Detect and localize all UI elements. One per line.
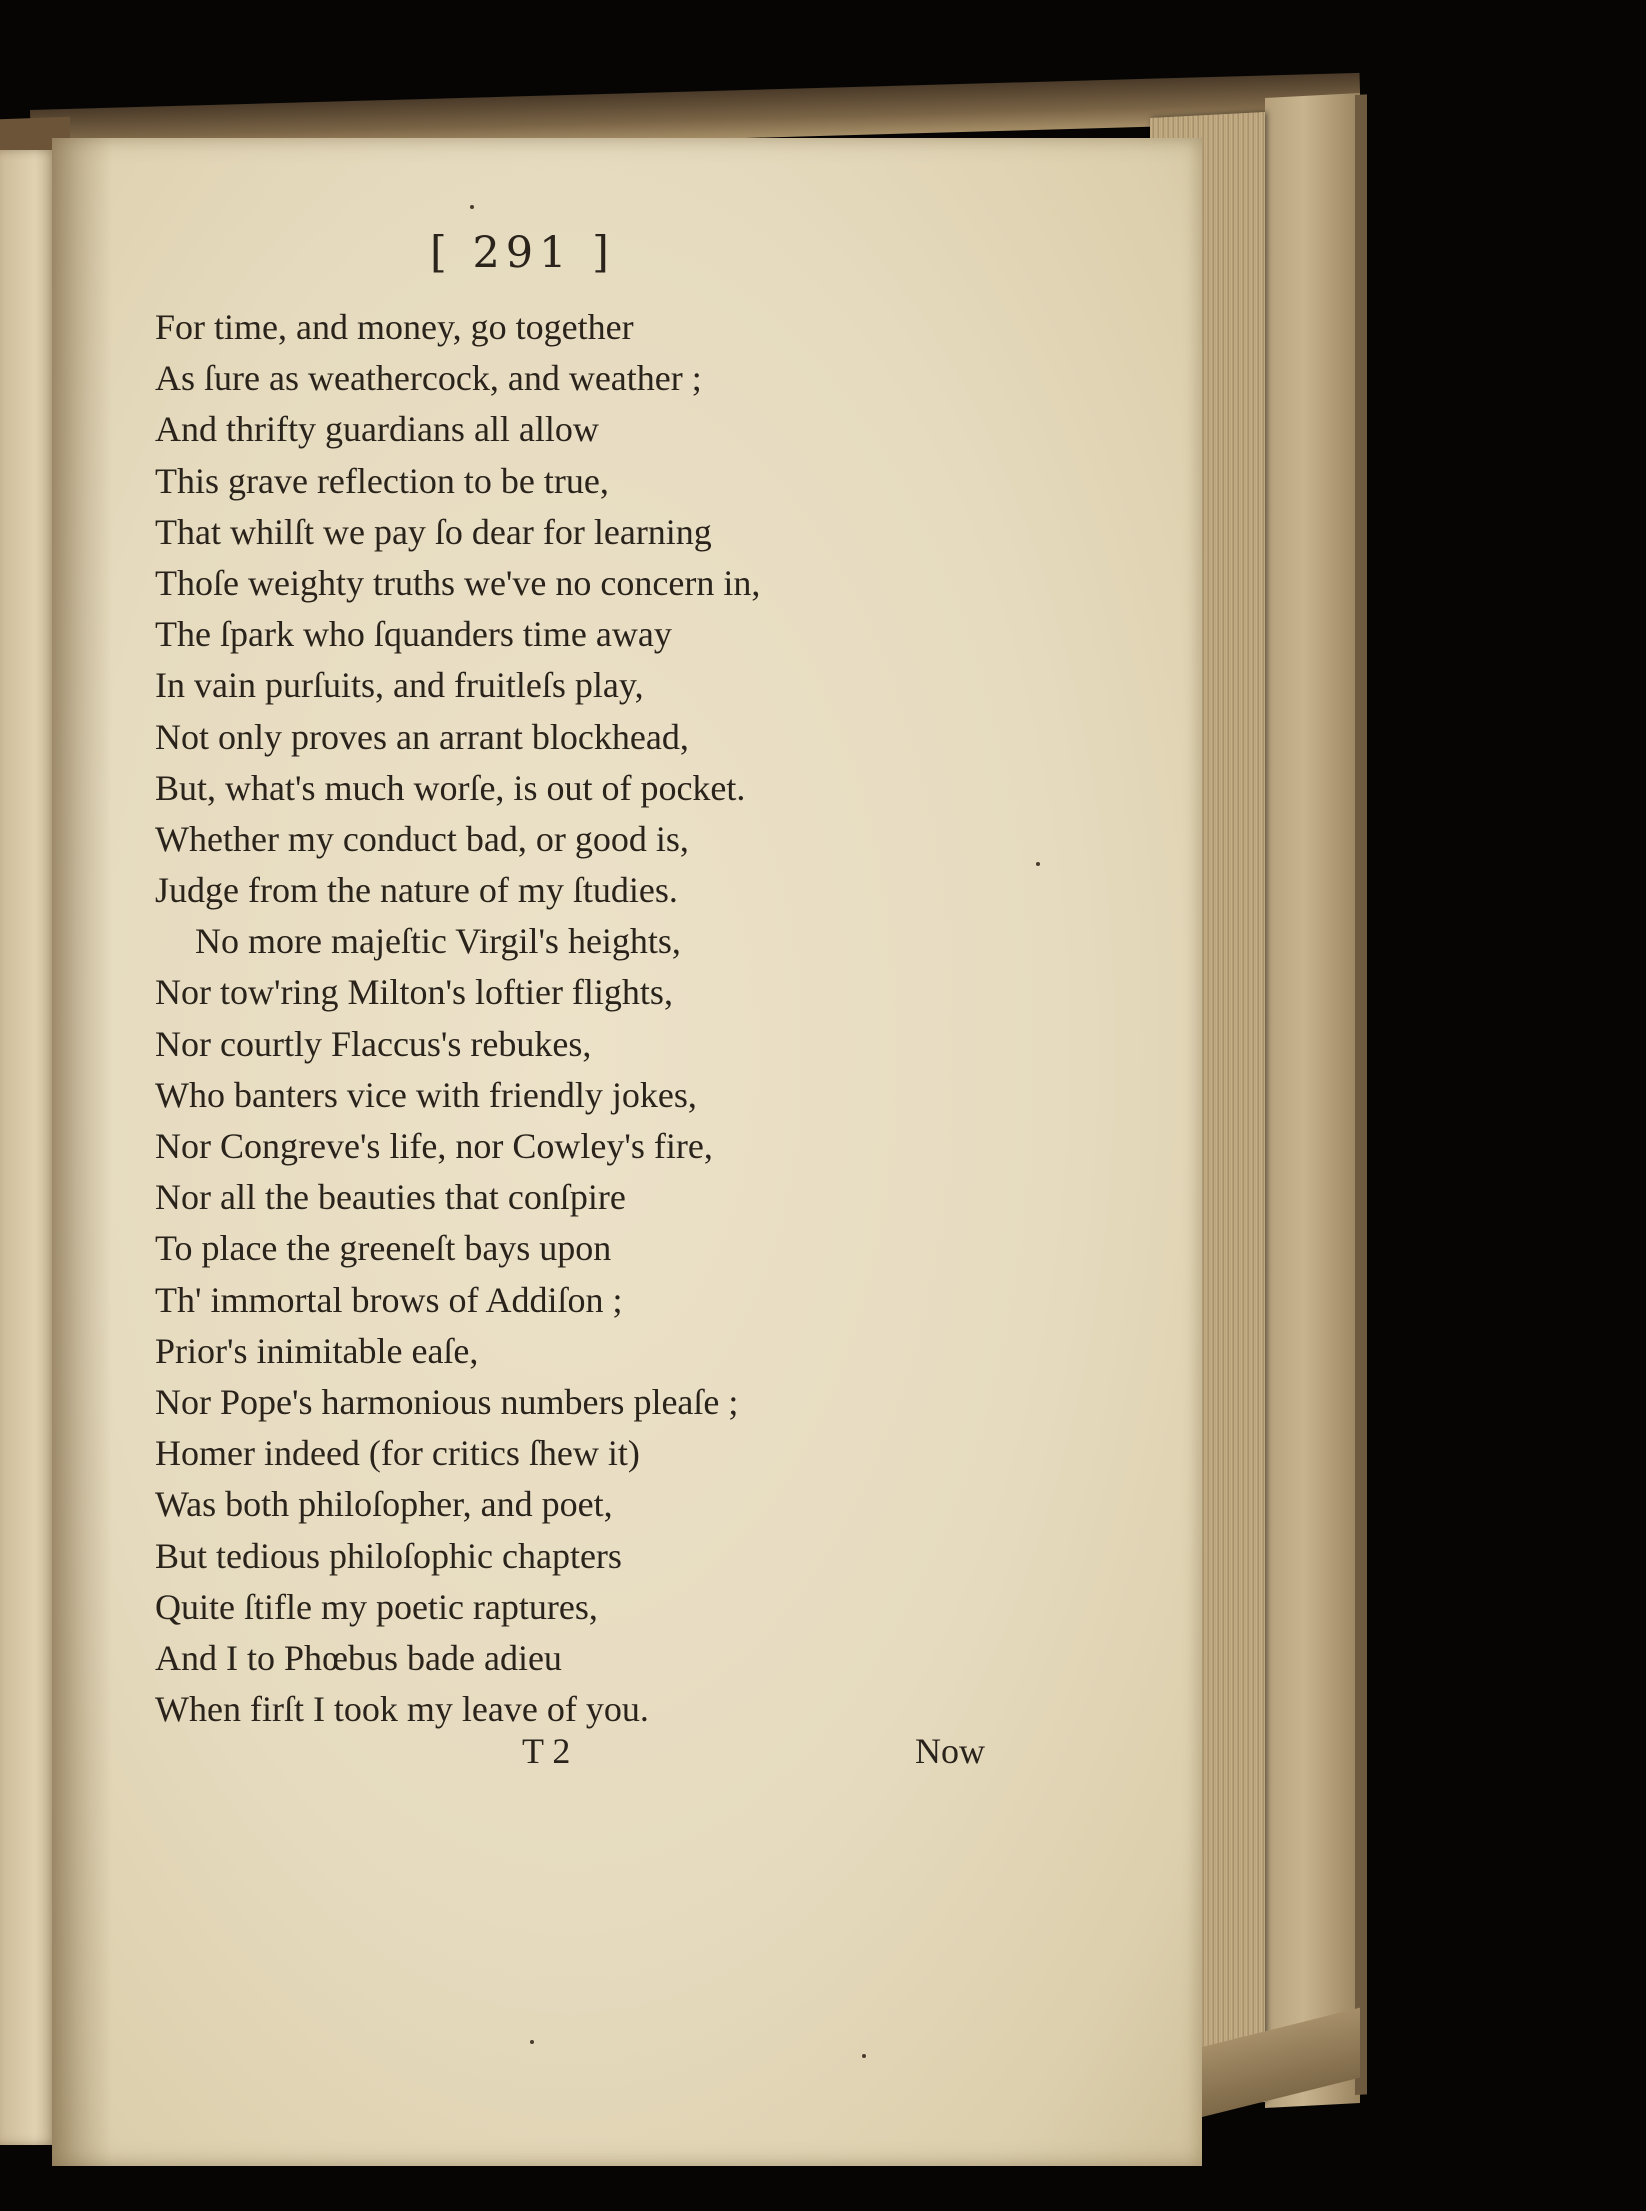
verse-line: Homer indeed (for critics ſhew it): [155, 1433, 640, 1474]
verse-line: When firſt I took my leave of you.: [155, 1689, 649, 1730]
verse-line: But, what's much worſe, is out of pocket.: [155, 767, 746, 808]
verse-line: For time, and money, go together: [155, 307, 634, 347]
page-number: [ 291 ]: [430, 228, 615, 278]
back-cover-board: [1265, 93, 1360, 2108]
ink-speck: [470, 205, 474, 209]
verse-line: Quite ſtifle my poetic raptures,: [155, 1586, 598, 1627]
verse-line: The ſpark who ſquanders time away: [155, 614, 672, 655]
verse-line: Thoſe weighty truths we've no concern in,: [155, 562, 761, 603]
ink-speck: [1036, 862, 1040, 866]
verse-line: Whether my conduct bad, or good is,: [155, 818, 689, 859]
verse-line: As ſure as weathercock, and weather ;: [155, 358, 702, 399]
ink-speck: [862, 2054, 866, 2058]
verse-line: Nor tow'ring Milton's loftier flights,: [155, 972, 673, 1013]
verse-line: Judge from the nature of my ſtudies.: [155, 870, 678, 911]
cover-edge: [1355, 94, 1367, 2095]
gutter-shadow: [52, 138, 112, 2166]
verse-line: Was both philoſopher, and poet,: [155, 1484, 613, 1525]
signature-mark: T 2: [522, 1731, 571, 1771]
ink-speck: [530, 2040, 534, 2044]
verse-line: Nor Pope's harmonious numbers pleaſe ;: [155, 1381, 739, 1422]
verse-line: Not only proves an arrant blockhead,: [155, 716, 689, 757]
verse-line: To place the greeneſt bays upon: [155, 1228, 612, 1269]
verse-line: But tedious philoſophic chapters: [155, 1535, 622, 1576]
catchword: Now: [915, 1731, 985, 1771]
verse-line: Nor courtly Flaccus's rebukes,: [155, 1023, 592, 1064]
verse-line: Prior's inimitable eaſe,: [155, 1330, 479, 1371]
verse-line: And I to Phœbus bade adieu: [155, 1637, 562, 1678]
verse-line: Nor Congreve's life, nor Cowley's fire,: [155, 1126, 713, 1166]
verse-line: Who banters vice with friendly jokes,: [155, 1074, 697, 1115]
verse-block: [155, 302, 760, 1735]
verse-line: Nor all the beauties that conſpire: [155, 1177, 626, 1218]
verse-line: No more majeſtic Virgil's heights,: [195, 921, 681, 962]
verse-line: And thrifty guardians all allow: [155, 409, 599, 450]
verse-line: In vain purſuits, and fruitleſs play,: [155, 665, 644, 706]
verse-line: Th' immortal brows of Addiſon ;: [155, 1279, 623, 1320]
verse-line: That whilſt we pay ſo dear for learning: [155, 511, 712, 552]
verse-line: This grave reflection to be true,: [155, 460, 609, 501]
facing-page-edge: [0, 150, 58, 2145]
